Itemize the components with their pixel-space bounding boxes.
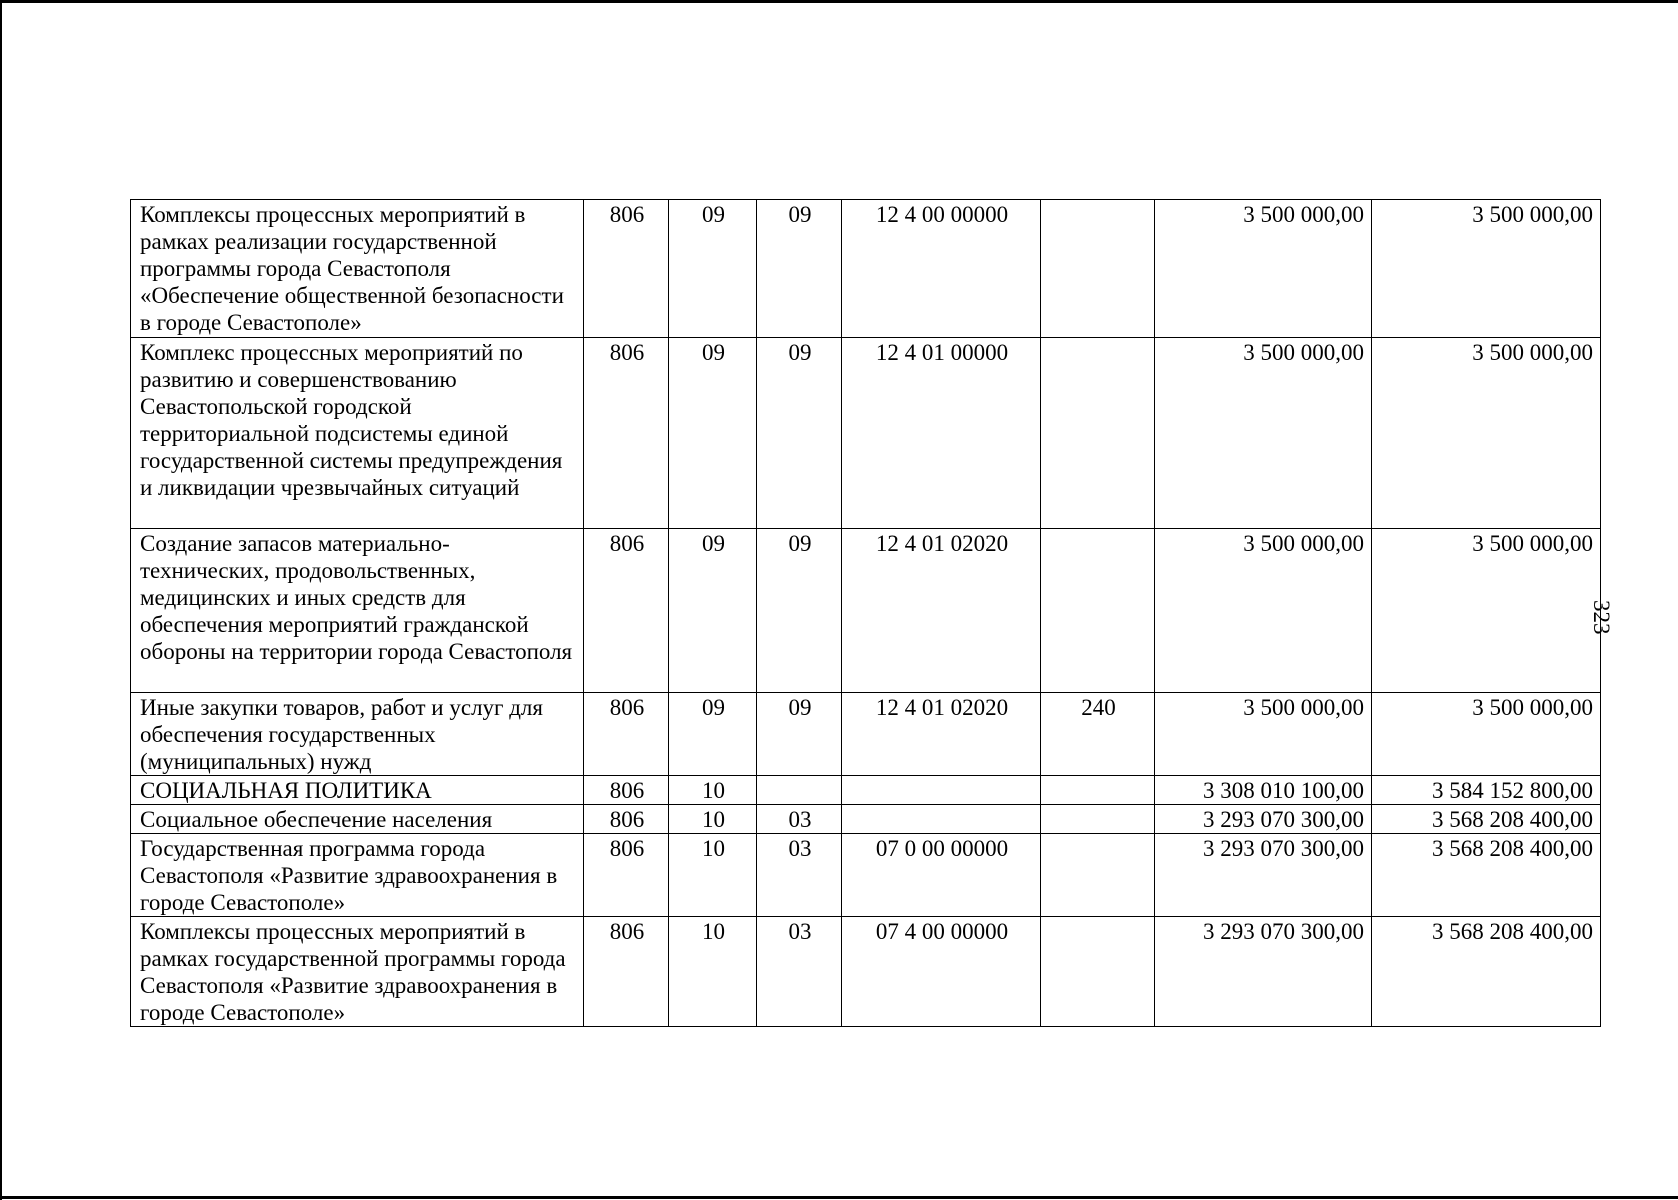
row-ved: 806 <box>584 338 669 529</box>
row-name: Комплекс процессных мероприятий по развитию и совершенствованию Севастопольской городской территориальной подсистемы единой государственной системы предупреждения и ликвидации чрезвычайных ситуаций <box>131 338 584 529</box>
row-pr <box>757 776 842 805</box>
row-rz: 10 <box>669 834 757 917</box>
table-row <box>131 834 1601 917</box>
row-csr: 12 4 01 00000 <box>842 338 1041 529</box>
page-number: 323 <box>1589 600 1614 635</box>
row-sum-2: 3 584 152 800,00 <box>1372 776 1601 805</box>
row-csr: 07 4 00 00000 <box>842 917 1041 1027</box>
row-sum-1: 3 500 000,00 <box>1155 338 1372 529</box>
budget-table <box>130 199 1601 1027</box>
row-rz: 10 <box>669 776 757 805</box>
row-sum-1: 3 293 070 300,00 <box>1155 834 1372 917</box>
row-sum-2: 3 500 000,00 <box>1372 693 1601 776</box>
row-name: Государственная программа города Севастополя «Развитие здравоохранения в городе Севастополе» <box>131 834 584 917</box>
table-row <box>131 776 1601 805</box>
row-name: Создание запасов материально-технических, продовольственных, медицинских и иных средств для обеспечения мероприятий гражданской обороны на территории города Севастополя <box>131 529 584 693</box>
table-row <box>131 529 1601 693</box>
table-row <box>131 338 1601 529</box>
row-name: Комплексы процессных мероприятий в рамках государственной программы города Севастополя «Развитие здравоохранения в городе Севастополе» <box>131 917 584 1027</box>
row-sum-1: 3 500 000,00 <box>1155 693 1372 776</box>
row-sum-1: 3 500 000,00 <box>1155 529 1372 693</box>
row-vr <box>1041 529 1155 693</box>
row-ved: 806 <box>584 776 669 805</box>
row-sum-2: 3 500 000,00 <box>1372 529 1601 693</box>
row-vr: 240 <box>1041 693 1155 776</box>
row-sum-2: 3 568 208 400,00 <box>1372 917 1601 1027</box>
scan-border-top <box>0 0 1678 3</box>
row-name: Социальное обеспечение населения <box>131 805 584 834</box>
row-ved: 806 <box>584 693 669 776</box>
row-pr: 03 <box>757 805 842 834</box>
table-row <box>131 693 1601 776</box>
scan-border-bottom <box>0 1196 1678 1199</box>
row-vr <box>1041 834 1155 917</box>
row-rz: 09 <box>669 200 757 338</box>
row-rz: 09 <box>669 693 757 776</box>
row-ved: 806 <box>584 834 669 917</box>
row-vr <box>1041 776 1155 805</box>
row-sum-2: 3 500 000,00 <box>1372 200 1601 338</box>
row-vr <box>1041 338 1155 529</box>
row-sum-1: 3 293 070 300,00 <box>1155 917 1372 1027</box>
row-pr: 09 <box>757 338 842 529</box>
row-vr <box>1041 917 1155 1027</box>
row-pr: 09 <box>757 529 842 693</box>
row-sum-2: 3 568 208 400,00 <box>1372 834 1601 917</box>
row-pr: 09 <box>757 200 842 338</box>
row-csr: 07 0 00 00000 <box>842 834 1041 917</box>
row-pr: 03 <box>757 917 842 1027</box>
row-ved: 806 <box>584 917 669 1027</box>
table-row <box>131 805 1601 834</box>
row-rz: 09 <box>669 338 757 529</box>
row-name: Комплексы процессных мероприятий в рамках реализации государственной программы города Севастополя «Обеспечение общественной безопасности в городе Севастополе» <box>131 200 584 338</box>
row-sum-1: 3 308 010 100,00 <box>1155 776 1372 805</box>
row-csr: 12 4 00 00000 <box>842 200 1041 338</box>
row-rz: 10 <box>669 917 757 1027</box>
row-csr <box>842 805 1041 834</box>
row-rz: 10 <box>669 805 757 834</box>
row-ved: 806 <box>584 529 669 693</box>
row-csr: 12 4 01 02020 <box>842 529 1041 693</box>
scan-border-left <box>0 0 2 1200</box>
row-pr: 03 <box>757 834 842 917</box>
row-vr <box>1041 805 1155 834</box>
row-rz: 09 <box>669 529 757 693</box>
row-csr <box>842 776 1041 805</box>
row-pr: 09 <box>757 693 842 776</box>
row-sum-1: 3 293 070 300,00 <box>1155 805 1372 834</box>
row-csr: 12 4 01 02020 <box>842 693 1041 776</box>
row-sum-2: 3 500 000,00 <box>1372 338 1601 529</box>
row-name: Иные закупки товаров, работ и услуг для обеспечения государственных (муниципальных) нужд <box>131 693 584 776</box>
table-row <box>131 200 1601 338</box>
row-sum-2: 3 568 208 400,00 <box>1372 805 1601 834</box>
row-sum-1: 3 500 000,00 <box>1155 200 1372 338</box>
row-vr <box>1041 200 1155 338</box>
row-ved: 806 <box>584 805 669 834</box>
table-row <box>131 917 1601 1027</box>
row-name: СОЦИАЛЬНАЯ ПОЛИТИКА <box>131 776 584 805</box>
row-ved: 806 <box>584 200 669 338</box>
